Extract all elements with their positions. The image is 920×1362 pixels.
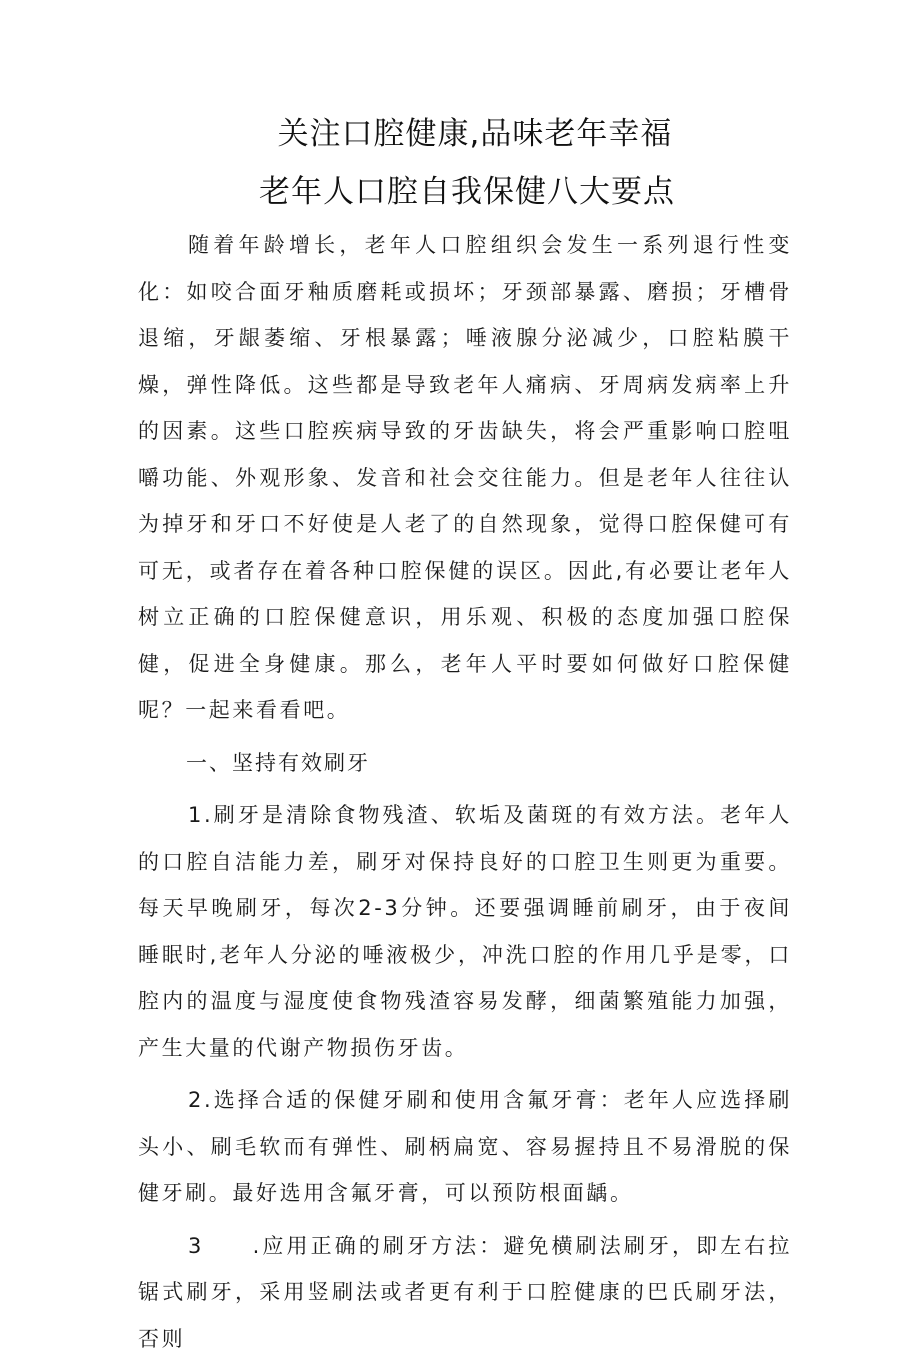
list-item-1: 1.刷牙是清除食物残渣、软垢及菌斑的有效方法。老年人的口腔自洁能力差，刷牙对保持良好的口腔卫生则更为重要。每天早晚刷牙，每次2-3分钟。还要强调睡前刷牙，由于夜间睡眠时,老年人分泌的唾液极少，冲洗口腔的作用几乎是零，口腔内的温度与湿度使食物残渣容易发酵，细菌繁殖能力加强，产生大量的代谢产物损伤牙齿。 xyxy=(138,792,792,1071)
intro-paragraph: 随着年龄增长，老年人口腔组织会发生一系列退行性变化：如咬合面牙釉质磨耗或损坏；牙颈部暴露、磨损；牙槽骨退缩，牙龈萎缩、牙根暴露；唾液腺分泌减少，口腔粘膜干燥，弹性降低。这些都是导致老年人痛病、牙周病发病率上升的因素。这些口腔疾病导致的牙齿缺失，将会严重影响口腔咀嚼功能、外观形象、发音和社会交往能力。但是老年人往往认为掉牙和牙口不好使是人老了的自然现象，觉得口腔保健可有可无，或者存在着各种口腔保健的误区。因此,有必要让老年人树立正确的口腔保健意识，用乐观、积极的态度加强口腔保健，促进全身健康。那么，老年人平时要如何做好口腔保健呢？一起来看看吧。 xyxy=(138,222,792,734)
list-item-3: 3 .应用正确的刷牙方法：避免横刷法刷牙，即左右拉锯式刷牙，采用竖刷法或者更有利于口腔健康的巴氏刷牙法，否则 xyxy=(138,1223,792,1362)
document-subtitle: 老年人口腔自我保健八大要点 xyxy=(138,166,792,218)
document-title: 关注口腔健康,品味老年幸福 xyxy=(138,108,792,160)
list-item-2: 2.选择合适的保健牙刷和使用含氟牙膏：老年人应选择刷头小、刷毛软而有弹性、刷柄扁宽、容易握持且不易滑脱的保健牙刷。最好选用含氟牙膏，可以预防根面龋。 xyxy=(138,1077,792,1217)
section-heading: 一、坚持有效刷牙 xyxy=(138,734,792,793)
document-body xyxy=(138,222,792,1362)
